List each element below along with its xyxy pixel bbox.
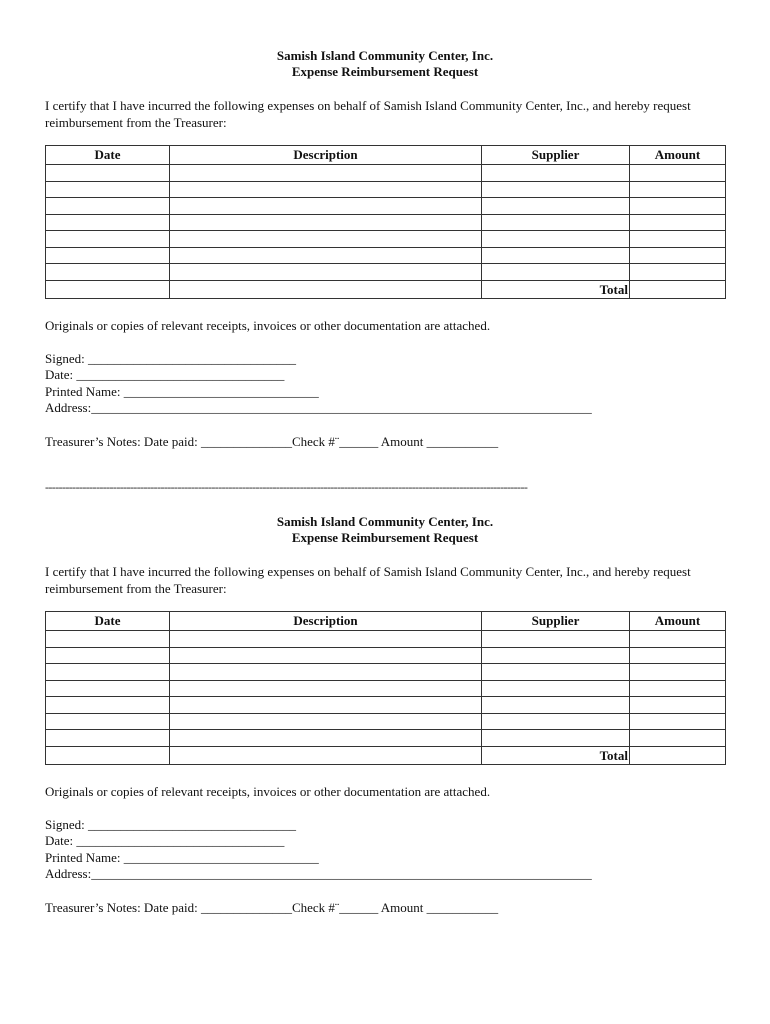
total-label: Total [482, 746, 630, 764]
description-cell[interactable] [170, 198, 482, 215]
treasurer-notes[interactable]: Treasurer’s Notes: Date paid: ______________Check #¨______ Amount ___________ [45, 899, 499, 915]
column-header-date: Date [46, 146, 170, 165]
date-cell[interactable] [46, 713, 170, 730]
supplier-cell[interactable] [482, 680, 630, 697]
signed-field[interactable]: Signed: ________________________________ [45, 350, 296, 366]
amount-cell[interactable] [630, 214, 726, 231]
date-cell [46, 746, 170, 764]
table-row [46, 664, 726, 681]
supplier-cell[interactable] [482, 713, 630, 730]
amount-cell[interactable] [630, 664, 726, 681]
org-name: Samish Island Community Center, Inc. [276, 514, 494, 529]
table-row [46, 647, 726, 664]
table-header-row [46, 612, 726, 631]
org-name: Samish Island Community Center, Inc. [276, 48, 494, 63]
table-row [46, 713, 726, 730]
column-header-description: Description [170, 612, 482, 631]
description-cell[interactable] [170, 680, 482, 697]
amount-cell[interactable] [630, 730, 726, 747]
table-row [46, 631, 726, 648]
amount-cell[interactable] [630, 680, 726, 697]
supplier-cell[interactable] [482, 664, 630, 681]
supplier-cell[interactable] [482, 730, 630, 747]
date-cell[interactable] [46, 214, 170, 231]
signed-field[interactable]: Signed: ________________________________ [45, 816, 296, 832]
description-cell[interactable] [170, 214, 482, 231]
description-cell[interactable] [170, 165, 482, 182]
description-cell[interactable] [170, 664, 482, 681]
cut-line-divider: ---------------------------------------------------------------------------------------------------------------------------------------------- [45, 480, 528, 494]
table-row [46, 165, 726, 182]
description-cell[interactable] [170, 247, 482, 264]
supplier-cell[interactable] [482, 264, 630, 281]
date-cell [46, 280, 170, 298]
printed-name-field[interactable]: Printed Name: ______________________________ [45, 383, 319, 399]
description-cell[interactable] [170, 647, 482, 664]
amount-cell[interactable] [630, 198, 726, 215]
reimbursement-form-2 [45, 514, 725, 916]
table-row [46, 181, 726, 198]
total-amount-cell[interactable] [630, 280, 726, 298]
amount-cell[interactable] [630, 264, 726, 281]
date-cell[interactable] [46, 198, 170, 215]
date-cell[interactable] [46, 680, 170, 697]
amount-cell[interactable] [630, 647, 726, 664]
description-cell[interactable] [170, 231, 482, 248]
date-cell[interactable] [46, 231, 170, 248]
amount-cell[interactable] [630, 631, 726, 648]
reimbursement-form-1 [45, 48, 725, 450]
table-row [46, 198, 726, 215]
expense-table [45, 145, 726, 299]
description-cell[interactable] [170, 697, 482, 714]
supplier-cell[interactable] [482, 647, 630, 664]
table-row [46, 214, 726, 231]
form-title: Expense Reimbursement Request [291, 64, 479, 79]
date-cell[interactable] [46, 165, 170, 182]
column-header-supplier: Supplier [482, 612, 630, 631]
supplier-cell[interactable] [482, 181, 630, 198]
total-amount-cell[interactable] [630, 746, 726, 764]
supplier-cell[interactable] [482, 631, 630, 648]
table-row [46, 264, 726, 281]
date-cell[interactable] [46, 664, 170, 681]
supplier-cell[interactable] [482, 165, 630, 182]
date-cell[interactable] [46, 647, 170, 664]
date-field[interactable]: Date: ________________________________ [45, 367, 285, 383]
printed-name-field[interactable]: Printed Name: ______________________________ [45, 849, 319, 865]
description-cell[interactable] [170, 181, 482, 198]
supplier-cell[interactable] [482, 697, 630, 714]
expense-table [45, 611, 726, 765]
column-header-description: Description [170, 146, 482, 165]
amount-cell[interactable] [630, 697, 726, 714]
amount-cell[interactable] [630, 713, 726, 730]
description-cell[interactable] [170, 264, 482, 281]
date-cell[interactable] [46, 181, 170, 198]
table-row [46, 697, 726, 714]
documentation-note: Originals or copies of relevant receipts, invoices or other documentation are attached. [45, 317, 491, 333]
date-cell[interactable] [46, 730, 170, 747]
description-cell [170, 280, 482, 298]
treasurer-notes[interactable]: Treasurer’s Notes: Date paid: ______________Check #¨______ Amount ___________ [45, 433, 499, 449]
table-row [46, 231, 726, 248]
supplier-cell[interactable] [482, 247, 630, 264]
total-row [46, 280, 726, 298]
table-row [46, 247, 726, 264]
form-title: Expense Reimbursement Request [291, 530, 479, 545]
table-header-row [46, 146, 726, 165]
description-cell[interactable] [170, 631, 482, 648]
date-field[interactable]: Date: ________________________________ [45, 833, 285, 849]
total-row [46, 746, 726, 764]
total-label: Total [482, 280, 630, 298]
date-cell[interactable] [46, 264, 170, 281]
date-cell[interactable] [46, 631, 170, 648]
supplier-cell[interactable] [482, 198, 630, 215]
table-row [46, 730, 726, 747]
description-cell [170, 746, 482, 764]
documentation-note: Originals or copies of relevant receipts, invoices or other documentation are attached. [45, 783, 491, 799]
amount-cell[interactable] [630, 165, 726, 182]
address-field[interactable]: Address:_____________________________________________________________________________ [45, 866, 592, 882]
description-cell[interactable] [170, 713, 482, 730]
signature-block [45, 817, 725, 883]
date-cell[interactable] [46, 247, 170, 264]
supplier-cell[interactable] [482, 214, 630, 231]
supplier-cell[interactable] [482, 231, 630, 248]
signature-block [45, 351, 725, 417]
amount-cell[interactable] [630, 181, 726, 198]
address-field[interactable]: Address:_____________________________________________________________________________ [45, 400, 592, 416]
column-header-supplier: Supplier [482, 146, 630, 165]
description-cell[interactable] [170, 730, 482, 747]
certification-text: I certify that I have incurred the following expenses on behalf of Samish Island Community Center, Inc., and hereby request reimbursement from the Treasurer: [45, 564, 691, 596]
table-row [46, 680, 726, 697]
certification-text: I certify that I have incurred the following expenses on behalf of Samish Island Community Center, Inc., and hereby request reimbursement from the Treasurer: [45, 98, 691, 130]
amount-cell[interactable] [630, 231, 726, 248]
column-header-amount: Amount [630, 146, 726, 165]
column-header-amount: Amount [630, 612, 726, 631]
date-cell[interactable] [46, 697, 170, 714]
amount-cell[interactable] [630, 247, 726, 264]
column-header-date: Date [46, 612, 170, 631]
